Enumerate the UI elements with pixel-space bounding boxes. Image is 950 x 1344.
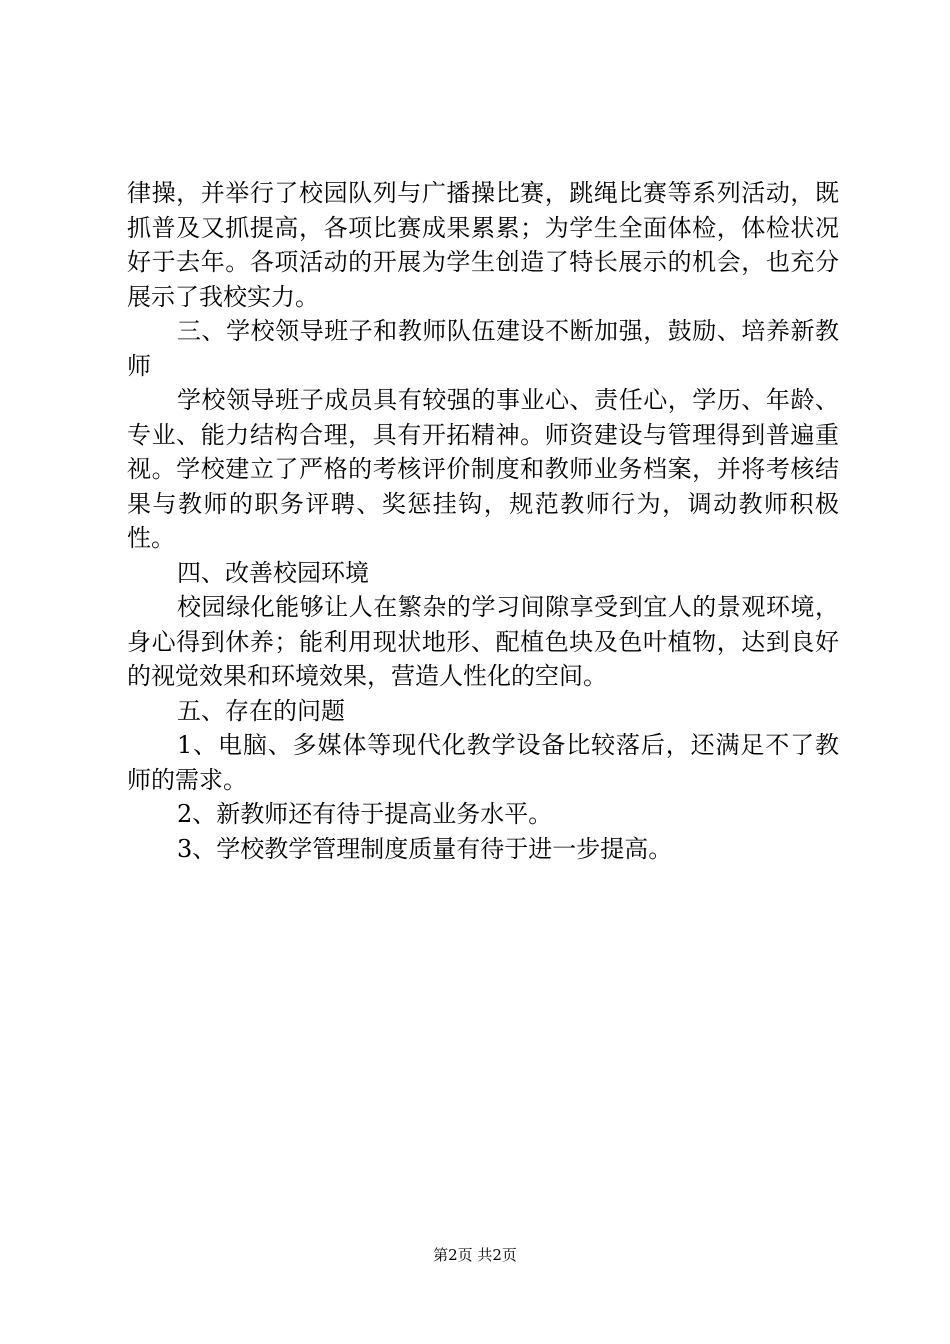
section-heading-4: 四、改善校园环境 [177,558,369,587]
section-heading-3: 三、学校领导班子和教师队伍建设不断加强，鼓励、培养新教师 [127,317,839,380]
paragraph-environment: 校园绿化能够让人在繁杂的学习间隙享受到宜人的景观环境，身心得到休养；能利用现状地形、配植色块及色叶植物，达到良好的视觉效果和环境效果，营造人性化的空间。 [127,593,839,690]
problem-item-3: 3、学校教学管理制度质量有待于进一步提高。 [177,834,673,863]
problem-item-1: 1、电脑、多媒体等现代化教学设备比较落后，还满足不了教师的需求。 [127,731,839,794]
document-body [127,176,839,866]
problem-item-2: 2、新教师还有待于提高业务水平。 [177,800,553,828]
section-heading-5: 五、存在的问题 [177,696,345,725]
paragraph-leadership: 学校领导班子成员具有较强的事业心、责任心，学历、年龄、专业、能力结构合理，具有开拓精神。师资建设与管理得到普遍重视。学校建立了严格的考核评价制度和教师业务档案，并将考核结果与教师的职务评聘、奖惩挂钩，规范教师行为，调动教师积极性。 [127,386,839,552]
paragraph-continued: 律操，并举行了校园队列与广播操比赛，跳绳比赛等系列活动，既抓普及又抓提高，各项比赛成果累累；为学生全面体检，体检状况好于去年。各项活动的开展为学生创造了特长展示的机会，也充分展示了我校实力。 [127,179,839,311]
page-number-footer: 第2页 共2页 [433,1246,517,1264]
